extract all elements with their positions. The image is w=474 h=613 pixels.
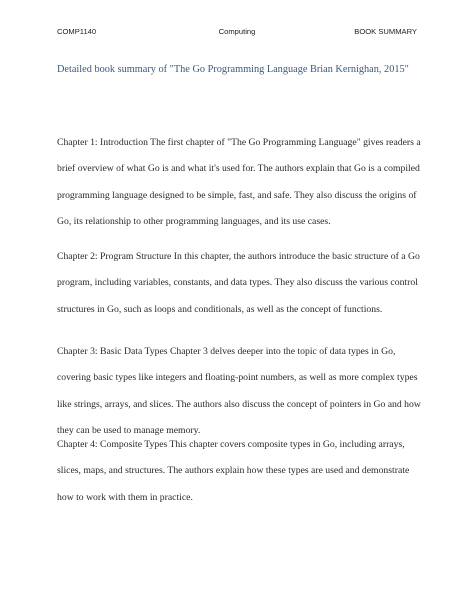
- header-doc-type: BOOK SUMMARY: [354, 27, 417, 36]
- header-subject: Computing: [218, 27, 256, 36]
- header-course-code: COMP1140: [57, 27, 97, 36]
- chapter-4-paragraph: Chapter 4: Composite Types This chapter covers composite types in Go, including arrays, slices, maps, and structures. The authors explain how these types are used and demonstrate how to work with them in practice.: [57, 439, 410, 503]
- chapter-3-paragraph: Chapter 3: Basic Data Types Chapter 3 delves deeper into the topic of data types in Go, covering basic types like integers and floating-point numbers, as well as more complex types like strings, arrays, and slices. The authors also discuss the concept of pointers in Go and how they can be used to manage memory.: [57, 346, 421, 437]
- document-title: Detailed book summary of "The Go Programming Language Brian Kernighan, 2015": [57, 64, 409, 75]
- page-header: [57, 27, 417, 41]
- chapter-2-paragraph: Chapter 2: Program Structure In this chapter, the authors introduce the basic structure of a Go program, including variables, constants, and data types. They also discuss the various control structures in Go, such as loops and conditionals, as well as the concept of functions.: [57, 251, 420, 315]
- chapter-1-paragraph: Chapter 1: Introduction The first chapter of "The Go Programming Language" gives readers a brief overview of what Go is and what it's used for. The authors explain that Go is a compiled programming language designed to be simple, fast, and safe. They also discuss the origins of Go, its relationship to other programming languages, and its use cases.: [57, 137, 421, 228]
